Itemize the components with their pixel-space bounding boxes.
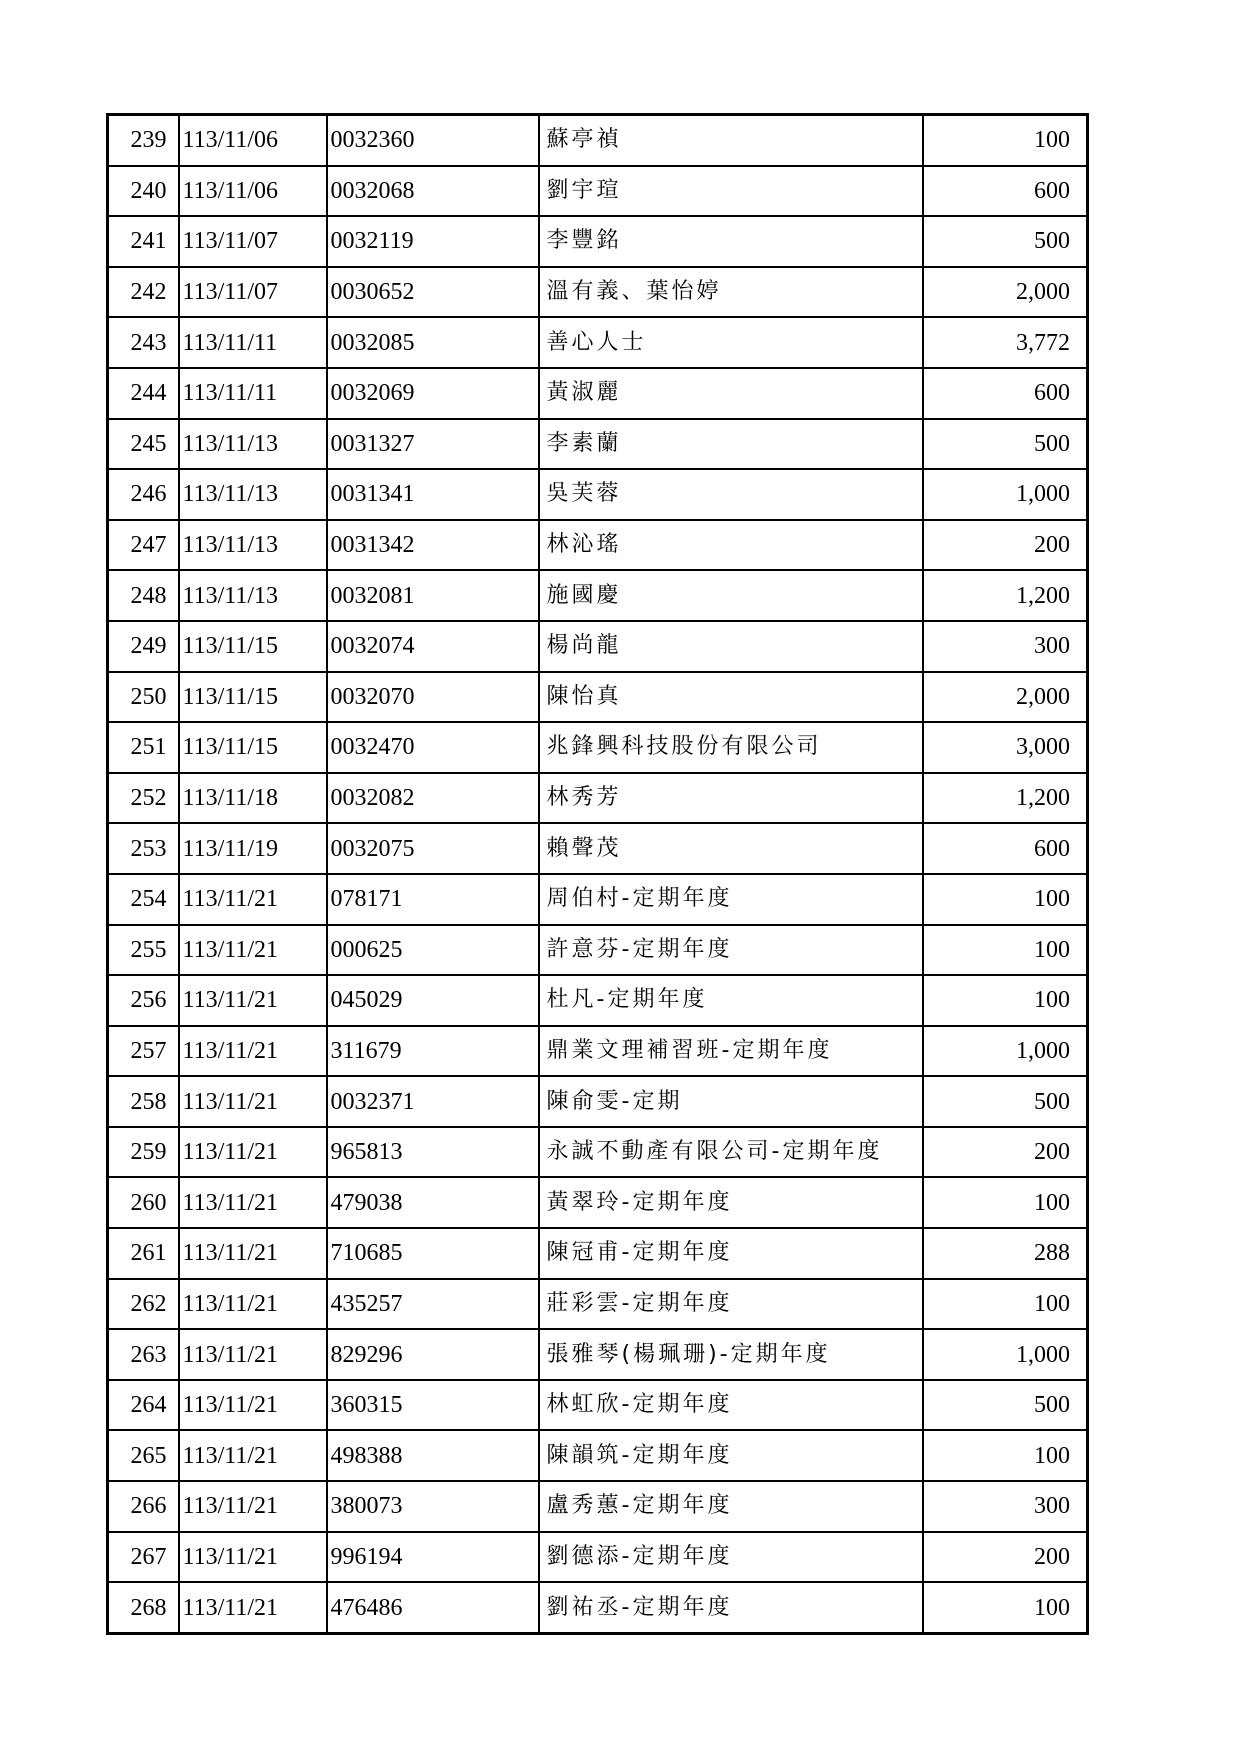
amount-cell: 100 [923, 1177, 1088, 1228]
date-cell: 113/11/15 [179, 672, 327, 723]
table-row [108, 621, 1088, 672]
receipt-number-cell: 0032085 [327, 317, 539, 368]
row-number-cell: 266 [108, 1481, 179, 1532]
receipt-number-cell: 0031341 [327, 469, 539, 520]
amount-cell: 500 [923, 1076, 1088, 1127]
amount-cell: 100 [923, 975, 1088, 1026]
receipt-number-cell: 498388 [327, 1430, 539, 1481]
donor-name-cell: 陳怡真 [539, 672, 923, 723]
row-number-cell: 254 [108, 874, 179, 925]
receipt-number-cell: 311679 [327, 1026, 539, 1077]
receipt-number-cell: 829296 [327, 1329, 539, 1380]
date-cell: 113/11/21 [179, 925, 327, 976]
row-number-cell: 250 [108, 672, 179, 723]
receipt-number-cell: 0030652 [327, 267, 539, 318]
date-cell: 113/11/13 [179, 570, 327, 621]
ledger-body [108, 115, 1088, 1634]
donor-name-cell: 杜凡-定期年度 [539, 975, 923, 1026]
table-row [108, 317, 1088, 368]
row-number-cell: 265 [108, 1430, 179, 1481]
row-number-cell: 251 [108, 722, 179, 773]
table-row [108, 1481, 1088, 1532]
date-cell: 113/11/13 [179, 469, 327, 520]
table-row [108, 419, 1088, 470]
donor-name-cell: 陳冠甫-定期年度 [539, 1228, 923, 1279]
amount-cell: 1,200 [923, 773, 1088, 824]
amount-cell: 1,000 [923, 1329, 1088, 1380]
row-number-cell: 245 [108, 419, 179, 470]
receipt-number-cell: 045029 [327, 975, 539, 1026]
amount-cell: 100 [923, 115, 1088, 166]
date-cell: 113/11/19 [179, 823, 327, 874]
date-cell: 113/11/07 [179, 216, 327, 267]
donor-name-cell: 賴聲茂 [539, 823, 923, 874]
amount-cell: 2,000 [923, 267, 1088, 318]
donor-name-cell: 蘇亭禎 [539, 115, 923, 166]
table-row [108, 1076, 1088, 1127]
table-row [108, 1228, 1088, 1279]
amount-cell: 2,000 [923, 672, 1088, 723]
receipt-number-cell: 0032082 [327, 773, 539, 824]
donor-name-cell: 黃淑麗 [539, 368, 923, 419]
table-row [108, 773, 1088, 824]
amount-cell: 600 [923, 166, 1088, 217]
row-number-cell: 258 [108, 1076, 179, 1127]
receipt-number-cell: 965813 [327, 1127, 539, 1178]
amount-cell: 3,000 [923, 722, 1088, 773]
amount-cell: 1,000 [923, 469, 1088, 520]
table-row [108, 1380, 1088, 1431]
amount-cell: 600 [923, 823, 1088, 874]
donor-name-cell: 劉宇瑄 [539, 166, 923, 217]
row-number-cell: 241 [108, 216, 179, 267]
amount-cell: 100 [923, 1279, 1088, 1330]
table-row [108, 166, 1088, 217]
row-number-cell: 243 [108, 317, 179, 368]
row-number-cell: 249 [108, 621, 179, 672]
table-row [108, 823, 1088, 874]
donor-name-cell: 李素蘭 [539, 419, 923, 470]
receipt-number-cell: 0032075 [327, 823, 539, 874]
date-cell: 113/11/15 [179, 621, 327, 672]
table-row [108, 570, 1088, 621]
row-number-cell: 255 [108, 925, 179, 976]
receipt-number-cell: 435257 [327, 1279, 539, 1330]
amount-cell: 500 [923, 1380, 1088, 1431]
amount-cell: 100 [923, 925, 1088, 976]
receipt-number-cell: 0032371 [327, 1076, 539, 1127]
receipt-number-cell: 479038 [327, 1177, 539, 1228]
donor-name-cell: 林沁瑤 [539, 520, 923, 571]
row-number-cell: 247 [108, 520, 179, 571]
table-row [108, 1026, 1088, 1077]
date-cell: 113/11/21 [179, 1279, 327, 1330]
receipt-number-cell: 996194 [327, 1532, 539, 1583]
table-row [108, 115, 1088, 166]
date-cell: 113/11/21 [179, 1380, 327, 1431]
donor-name-cell: 黃翠玲-定期年度 [539, 1177, 923, 1228]
date-cell: 113/11/11 [179, 368, 327, 419]
row-number-cell: 263 [108, 1329, 179, 1380]
table-row [108, 520, 1088, 571]
amount-cell: 100 [923, 1430, 1088, 1481]
table-row [108, 368, 1088, 419]
row-number-cell: 248 [108, 570, 179, 621]
donor-name-cell: 李豐銘 [539, 216, 923, 267]
row-number-cell: 252 [108, 773, 179, 824]
row-number-cell: 262 [108, 1279, 179, 1330]
receipt-number-cell: 0032470 [327, 722, 539, 773]
date-cell: 113/11/21 [179, 1329, 327, 1380]
amount-cell: 500 [923, 216, 1088, 267]
amount-cell: 300 [923, 1481, 1088, 1532]
receipt-number-cell: 000625 [327, 925, 539, 976]
donor-name-cell: 施國慶 [539, 570, 923, 621]
donor-name-cell: 兆鋒興科技股份有限公司 [539, 722, 923, 773]
date-cell: 113/11/06 [179, 166, 327, 217]
receipt-number-cell: 0031342 [327, 520, 539, 571]
receipt-number-cell: 0032068 [327, 166, 539, 217]
table-row [108, 1279, 1088, 1330]
table-row [108, 1430, 1088, 1481]
donor-name-cell: 莊彩雲-定期年度 [539, 1279, 923, 1330]
date-cell: 113/11/21 [179, 1532, 327, 1583]
donor-name-cell: 盧秀蕙-定期年度 [539, 1481, 923, 1532]
table-row [108, 874, 1088, 925]
donor-name-cell: 周伯村-定期年度 [539, 874, 923, 925]
date-cell: 113/11/21 [179, 1582, 327, 1633]
table-row [108, 1582, 1088, 1633]
date-cell: 113/11/06 [179, 115, 327, 166]
table-row [108, 1532, 1088, 1583]
donor-name-cell: 鼎業文理補習班-定期年度 [539, 1026, 923, 1077]
table-row [108, 216, 1088, 267]
donor-name-cell: 楊尚龍 [539, 621, 923, 672]
date-cell: 113/11/15 [179, 722, 327, 773]
row-number-cell: 259 [108, 1127, 179, 1178]
receipt-number-cell: 0032360 [327, 115, 539, 166]
donor-name-cell: 劉祐丞-定期年度 [539, 1582, 923, 1633]
date-cell: 113/11/21 [179, 975, 327, 1026]
amount-cell: 3,772 [923, 317, 1088, 368]
amount-cell: 500 [923, 419, 1088, 470]
amount-cell: 600 [923, 368, 1088, 419]
date-cell: 113/11/07 [179, 267, 327, 318]
date-cell: 113/11/21 [179, 1127, 327, 1178]
receipt-number-cell: 0032070 [327, 672, 539, 723]
amount-cell: 288 [923, 1228, 1088, 1279]
table-row [108, 1177, 1088, 1228]
row-number-cell: 260 [108, 1177, 179, 1228]
donor-name-cell: 陳俞雯-定期 [539, 1076, 923, 1127]
amount-cell: 1,200 [923, 570, 1088, 621]
date-cell: 113/11/13 [179, 419, 327, 470]
table-row [108, 267, 1088, 318]
receipt-number-cell: 380073 [327, 1481, 539, 1532]
donor-name-cell: 林秀芳 [539, 773, 923, 824]
date-cell: 113/11/18 [179, 773, 327, 824]
date-cell: 113/11/21 [179, 1228, 327, 1279]
donor-name-cell: 吳芙蓉 [539, 469, 923, 520]
date-cell: 113/11/11 [179, 317, 327, 368]
date-cell: 113/11/21 [179, 874, 327, 925]
row-number-cell: 244 [108, 368, 179, 419]
date-cell: 113/11/21 [179, 1481, 327, 1532]
amount-cell: 200 [923, 1127, 1088, 1178]
row-number-cell: 240 [108, 166, 179, 217]
table-row [108, 1329, 1088, 1380]
row-number-cell: 261 [108, 1228, 179, 1279]
donor-name-cell: 溫有義、葉怡婷 [539, 267, 923, 318]
donor-name-cell: 張雅琴(楊珮珊)-定期年度 [539, 1329, 923, 1380]
row-number-cell: 239 [108, 115, 179, 166]
amount-cell: 300 [923, 621, 1088, 672]
date-cell: 113/11/21 [179, 1026, 327, 1077]
date-cell: 113/11/21 [179, 1177, 327, 1228]
receipt-number-cell: 0032081 [327, 570, 539, 621]
table-row [108, 469, 1088, 520]
table-row [108, 722, 1088, 773]
donor-name-cell: 永誠不動產有限公司-定期年度 [539, 1127, 923, 1178]
donation-ledger-table [106, 113, 1089, 1635]
table-row [108, 975, 1088, 1026]
table-row [108, 672, 1088, 723]
receipt-number-cell: 360315 [327, 1380, 539, 1431]
receipt-number-cell: 078171 [327, 874, 539, 925]
row-number-cell: 242 [108, 267, 179, 318]
row-number-cell: 246 [108, 469, 179, 520]
date-cell: 113/11/21 [179, 1430, 327, 1481]
receipt-number-cell: 710685 [327, 1228, 539, 1279]
receipt-number-cell: 0032119 [327, 216, 539, 267]
date-cell: 113/11/13 [179, 520, 327, 571]
receipt-number-cell: 0032074 [327, 621, 539, 672]
row-number-cell: 268 [108, 1582, 179, 1633]
amount-cell: 200 [923, 1532, 1088, 1583]
amount-cell: 200 [923, 520, 1088, 571]
row-number-cell: 267 [108, 1532, 179, 1583]
row-number-cell: 257 [108, 1026, 179, 1077]
donor-name-cell: 許意芬-定期年度 [539, 925, 923, 976]
table-row [108, 1127, 1088, 1178]
row-number-cell: 253 [108, 823, 179, 874]
receipt-number-cell: 0032069 [327, 368, 539, 419]
row-number-cell: 256 [108, 975, 179, 1026]
date-cell: 113/11/21 [179, 1076, 327, 1127]
donor-name-cell: 劉德添-定期年度 [539, 1532, 923, 1583]
row-number-cell: 264 [108, 1380, 179, 1431]
donor-name-cell: 善心人士 [539, 317, 923, 368]
amount-cell: 1,000 [923, 1026, 1088, 1077]
donor-name-cell: 陳韻筑-定期年度 [539, 1430, 923, 1481]
receipt-number-cell: 0031327 [327, 419, 539, 470]
amount-cell: 100 [923, 1582, 1088, 1633]
donor-name-cell: 林虹欣-定期年度 [539, 1380, 923, 1431]
table-row [108, 925, 1088, 976]
receipt-number-cell: 476486 [327, 1582, 539, 1633]
amount-cell: 100 [923, 874, 1088, 925]
